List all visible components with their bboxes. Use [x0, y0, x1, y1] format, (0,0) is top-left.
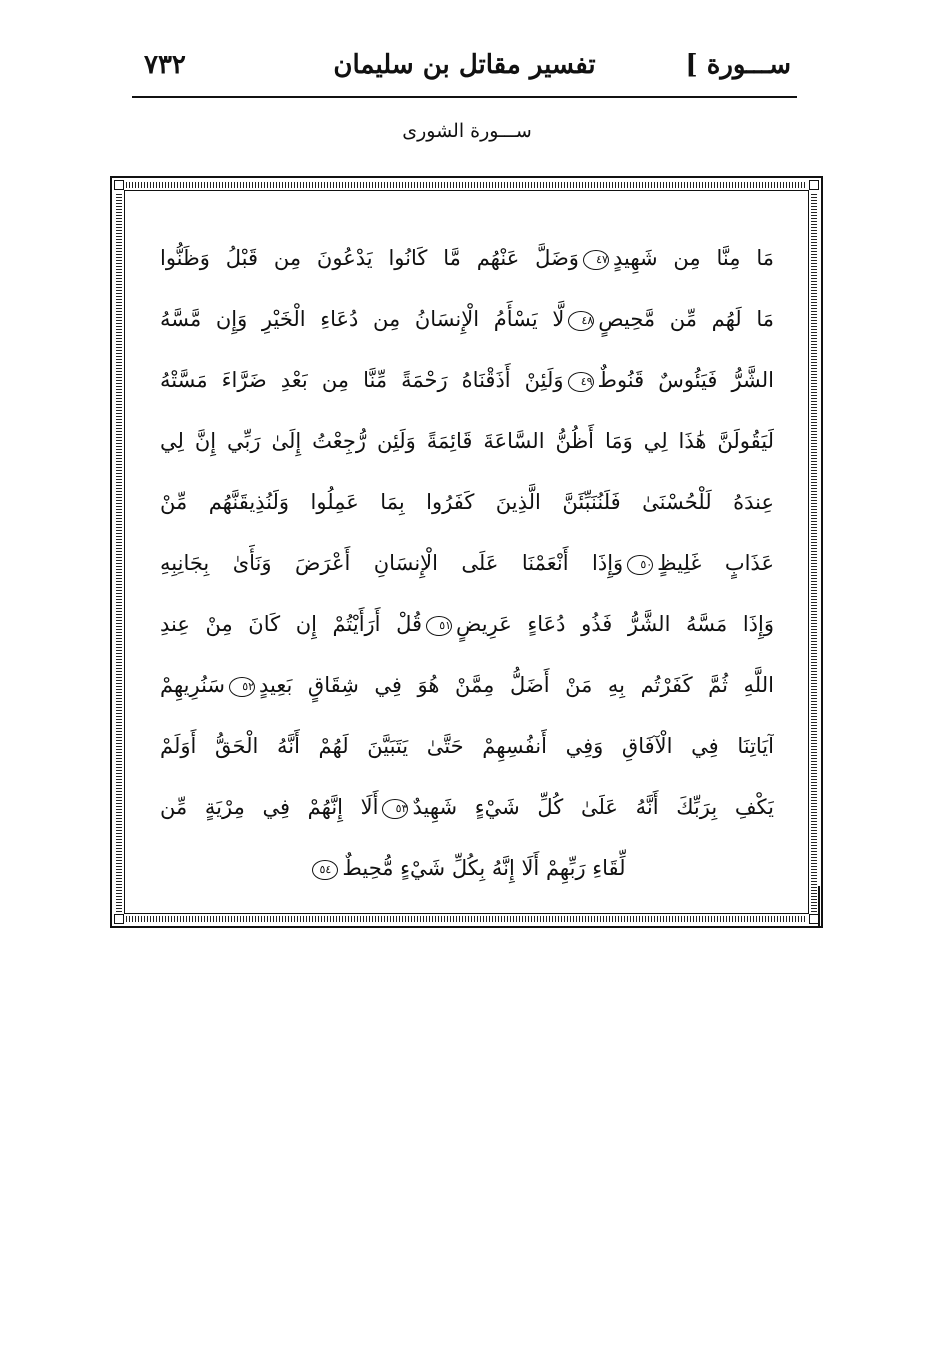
verse-line [160, 594, 774, 655]
verse-text: قُلْ أَرَأَيْتُمْ إِن كَانَ مِنْ عِندِ [160, 612, 423, 636]
ayah-number-marker: ٥٠ [627, 555, 653, 575]
frame-corner [114, 914, 124, 924]
verse-text: لَيَقُولَنَّ هَٰذَا لِي وَمَا أَظُنُّ السَّاعَةَ قَائِمَةً وَلَئِن رُّجِعْتُ إِلَىٰ رَبِّي إِنَّ لِي [160, 429, 774, 453]
frame-border-left [116, 192, 122, 912]
verse-text: وَإِذَا مَسَّهُ الشَّرُّ فَذُو دُعَاءٍ عَرِيضٍ [456, 612, 774, 636]
verse-text: لِّقَاءِ رَبِّهِمْ أَلَا إِنَّهُ بِكُلِّ شَيْءٍ مُّحِيطٌ [342, 856, 626, 880]
surah-label: [ ســـورة [685, 50, 791, 80]
verse-line [160, 533, 774, 594]
margin-mark [818, 886, 820, 928]
verse-text: لَّا يَسْأَمُ الْإِنسَانُ مِن دُعَاءِ الْخَيْرِ وَإِن مَّسَّهُ [160, 307, 565, 331]
frame-border-right [811, 192, 817, 912]
verse-line [160, 411, 774, 472]
frame-corner [114, 180, 124, 190]
verse-text: عِندَهُ لَلْحُسْنَىٰ فَلَنُنَبِّئَنَّ الَّذِينَ كَفَرُوا بِمَا عَمِلُوا وَلَنُذِيقَنَّهُم مِّنْ [160, 490, 774, 514]
section-title: ســـورة الشورى [402, 120, 532, 142]
verse-text: يَكْفِ بِرَبِّكَ أَنَّهُ عَلَىٰ كُلِّ شَيْءٍ شَهِيدٌ [412, 795, 774, 819]
verse-text: آيَاتِنَا فِي الْآفَاقِ وَفِي أَنفُسِهِمْ حَتَّىٰ يَتَبَيَّنَ لَهُمْ أَنَّهُ الْحَقُّ أَوَلَمْ [160, 734, 774, 758]
verse-text: وَلَئِنْ أَذَقْنَاهُ رَحْمَةً مِّنَّا مِن بَعْدِ ضَرَّاءَ مَسَّتْهُ [160, 368, 564, 392]
ayah-number-marker: ٥٣ [382, 799, 408, 819]
verse-line [160, 838, 774, 899]
verse-text: مَا لَهُم مِّن مَّحِيصٍ [598, 307, 774, 331]
ayah-number-marker: ٥١ [426, 616, 452, 636]
ayah-number-marker: ٥٢ [229, 677, 255, 697]
verse-line [160, 655, 774, 716]
page-header [132, 38, 797, 98]
ayah-number-marker: ٤٧ [583, 250, 609, 270]
verse-text: اللَّهِ ثُمَّ كَفَرْتُم بِهِ مَنْ أَضَلُّ مِمَّنْ هُوَ فِي شِقَاقٍ بَعِيدٍ [259, 673, 774, 697]
frame-corner [809, 180, 819, 190]
verse-text: الشَّرُّ فَيَئُوسٌ قَنُوطٌ [597, 368, 774, 392]
verse-line [160, 777, 774, 838]
verse-line [160, 716, 774, 777]
verse-text: وَضَلَّ عَنْهُم مَّا كَانُوا يَدْعُونَ مِن قَبْلُ وَظَنُّوا [160, 246, 579, 270]
verse-text: سَنُرِيهِمْ [160, 673, 226, 697]
verse-line [160, 289, 774, 350]
verse-text: وَإِذَا أَنْعَمْنَا عَلَى الْإِنسَانِ أَعْرَضَ وَنَأَىٰ بِجَانِبِهِ [160, 551, 624, 575]
ayah-number-marker: ٤٨ [568, 311, 594, 331]
ayah-number-marker: ٥٤ [312, 860, 338, 880]
verse-text: مَا مِنَّا مِن شَهِيدٍ [612, 246, 774, 270]
verse-text: أَلَا إِنَّهُمْ فِي مِرْيَةٍ مِّن [160, 795, 379, 819]
frame-border-bottom [126, 916, 807, 922]
page-number: ٧٣٢ [144, 50, 186, 80]
frame-border-top [126, 182, 807, 188]
verse-line [160, 472, 774, 533]
ayah-number-marker: ٤٩ [568, 372, 594, 392]
verse-line [160, 228, 774, 289]
verse-text: عَذَابٍ غَلِيظٍ [657, 551, 774, 575]
verse-line [160, 350, 774, 411]
running-title: تفسير مقاتل بن سليمان [333, 50, 596, 80]
verse-text-block [160, 228, 774, 899]
